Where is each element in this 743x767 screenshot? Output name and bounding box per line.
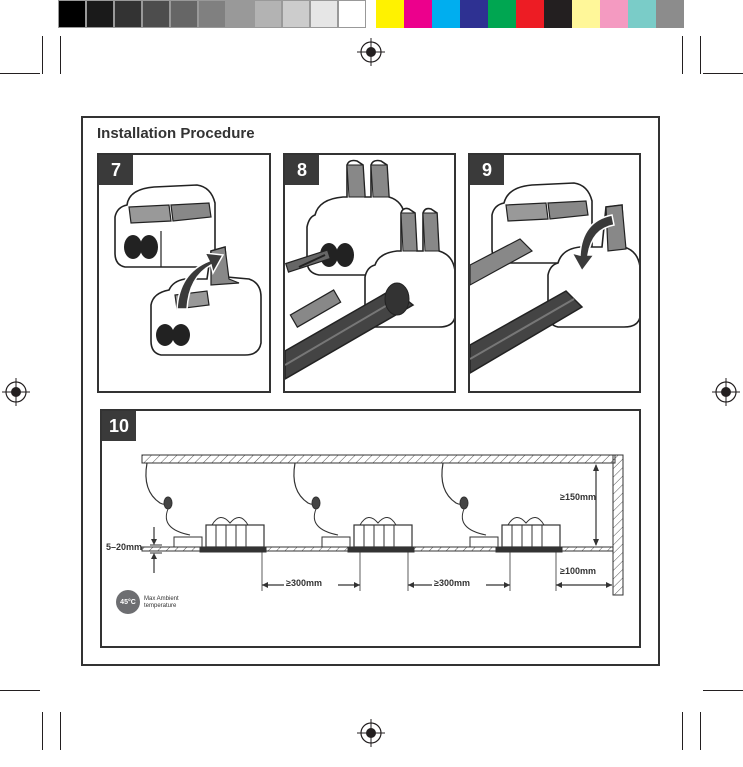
crop-mark (42, 712, 43, 750)
crop-mark (60, 712, 61, 750)
lever-close-illustration-icon (470, 155, 641, 393)
wall-clearance-label: ≥100mm (560, 566, 596, 576)
color-swatch (114, 0, 142, 28)
crop-mark (703, 73, 743, 74)
ceiling-clearance-label: ≥150mm (560, 492, 596, 502)
color-swatch (142, 0, 170, 28)
step-number-badge: 7 (99, 155, 133, 185)
wire-insertion-illustration-icon (285, 155, 456, 393)
step-panel-9 (468, 153, 641, 393)
color-swatch (282, 0, 310, 28)
color-swatch (86, 0, 114, 28)
ambient-label-line: temperature (144, 603, 177, 609)
connector-illustration-icon (99, 155, 271, 393)
step-panel-7 (97, 153, 271, 393)
color-swatch (226, 0, 254, 28)
registration-mark-icon (357, 719, 385, 747)
registration-mark-icon (357, 38, 385, 66)
temperature-badge: 45°C (116, 590, 140, 614)
color-swatch (572, 0, 600, 28)
color-swatch (170, 0, 198, 28)
spacing-label: ≥300mm (434, 578, 470, 588)
color-swatch (516, 0, 544, 28)
registration-mark-icon (712, 378, 740, 406)
color-swatch (338, 0, 366, 28)
crop-mark (700, 36, 701, 74)
color-swatch (404, 0, 432, 28)
page-title: Installation Procedure (97, 125, 255, 142)
step-number-badge: 8 (285, 155, 319, 185)
crop-mark (0, 73, 40, 74)
ambient-label (144, 596, 179, 610)
crop-mark (60, 36, 61, 74)
color-swatch (254, 0, 282, 28)
crop-mark (700, 712, 701, 750)
color-swatch (544, 0, 572, 28)
color-swatch (460, 0, 488, 28)
color-swatch (488, 0, 516, 28)
crop-mark (42, 36, 43, 74)
crop-mark (703, 690, 743, 691)
ambient-label-line: Max Ambient (144, 596, 179, 602)
thickness-label: 5–20mm (106, 542, 143, 552)
color-swatch (432, 0, 460, 28)
step-number-badge: 10 (102, 411, 136, 441)
step-number-badge: 9 (470, 155, 504, 185)
color-swatch (628, 0, 656, 28)
downlight-fitting (146, 463, 266, 552)
step-panel-8 (283, 153, 456, 393)
registration-mark-icon (2, 378, 30, 406)
crop-mark (682, 36, 683, 74)
ceiling-installation-diagram-icon (102, 411, 641, 648)
color-swatch (600, 0, 628, 28)
downlight-fitting (294, 463, 414, 552)
downlight-fitting (442, 463, 562, 552)
crop-mark (682, 712, 683, 750)
crop-mark (0, 690, 40, 691)
color-swatch (376, 0, 404, 28)
color-swatch (310, 0, 338, 28)
color-swatch (656, 0, 684, 28)
spacing-label: ≥300mm (286, 578, 322, 588)
color-swatch (198, 0, 226, 28)
color-swatch (58, 0, 86, 28)
step-panel-10 (100, 409, 641, 648)
